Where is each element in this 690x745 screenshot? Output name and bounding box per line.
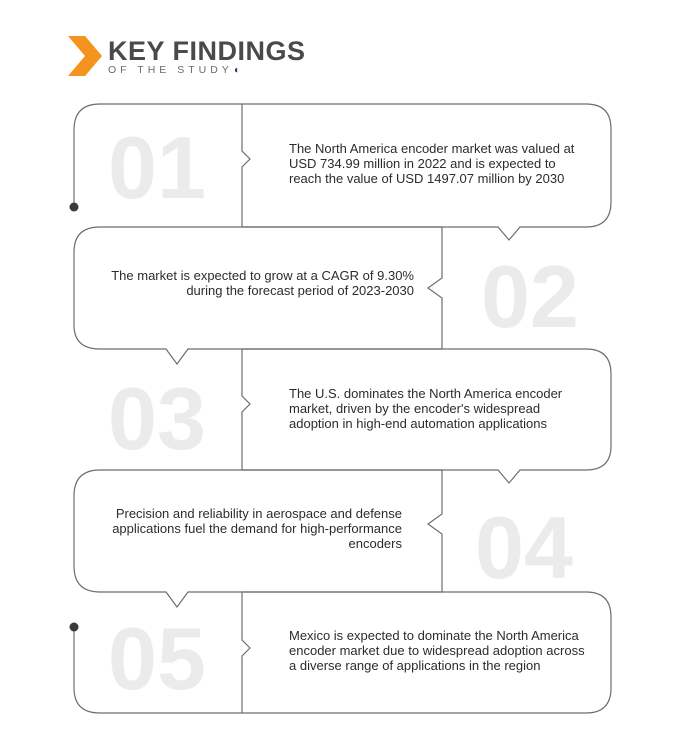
finding-number-2: 02 <box>481 247 579 346</box>
finding-number-1: 01 <box>108 118 206 217</box>
end-dot <box>70 623 79 632</box>
row-4-divider <box>428 470 442 592</box>
finding-number-3: 03 <box>108 369 206 468</box>
finding-text-4: Precision and reliability in aerospace and defense applications fuel the demand for high-performance encoders <box>112 506 402 551</box>
finding-text-5: Mexico is expected to dominate the North America encoder market due to widespread adoption across a diverse range of applications in the region <box>289 628 585 673</box>
finding-text-1: The North America encoder market was valued at USD 734.99 million in 2022 and is expected to reach the value of USD 1497.07 million by 2030 <box>289 141 575 186</box>
row-5-divider <box>242 592 250 713</box>
finding-text-2: The market is expected to grow at a CAGR of 9.30% during the forecast period of 2023-2030 <box>111 268 414 298</box>
row-3-divider <box>242 349 250 470</box>
finding-number-4: 04 <box>475 498 573 597</box>
row-1-divider <box>242 104 250 227</box>
finding-text-3: The U.S. dominates the North America encoder market, driven by the encoder's widespread adoption in high-end automation applications <box>289 386 563 431</box>
finding-number-5: 05 <box>108 609 206 708</box>
subtitle-text: OF THE STUDY <box>108 64 233 76</box>
crescent-moon-icon: ◖ <box>232 64 240 76</box>
row-2-divider <box>428 227 442 349</box>
start-dot <box>70 203 79 212</box>
page-title: KEY FINDINGS <box>108 36 306 66</box>
